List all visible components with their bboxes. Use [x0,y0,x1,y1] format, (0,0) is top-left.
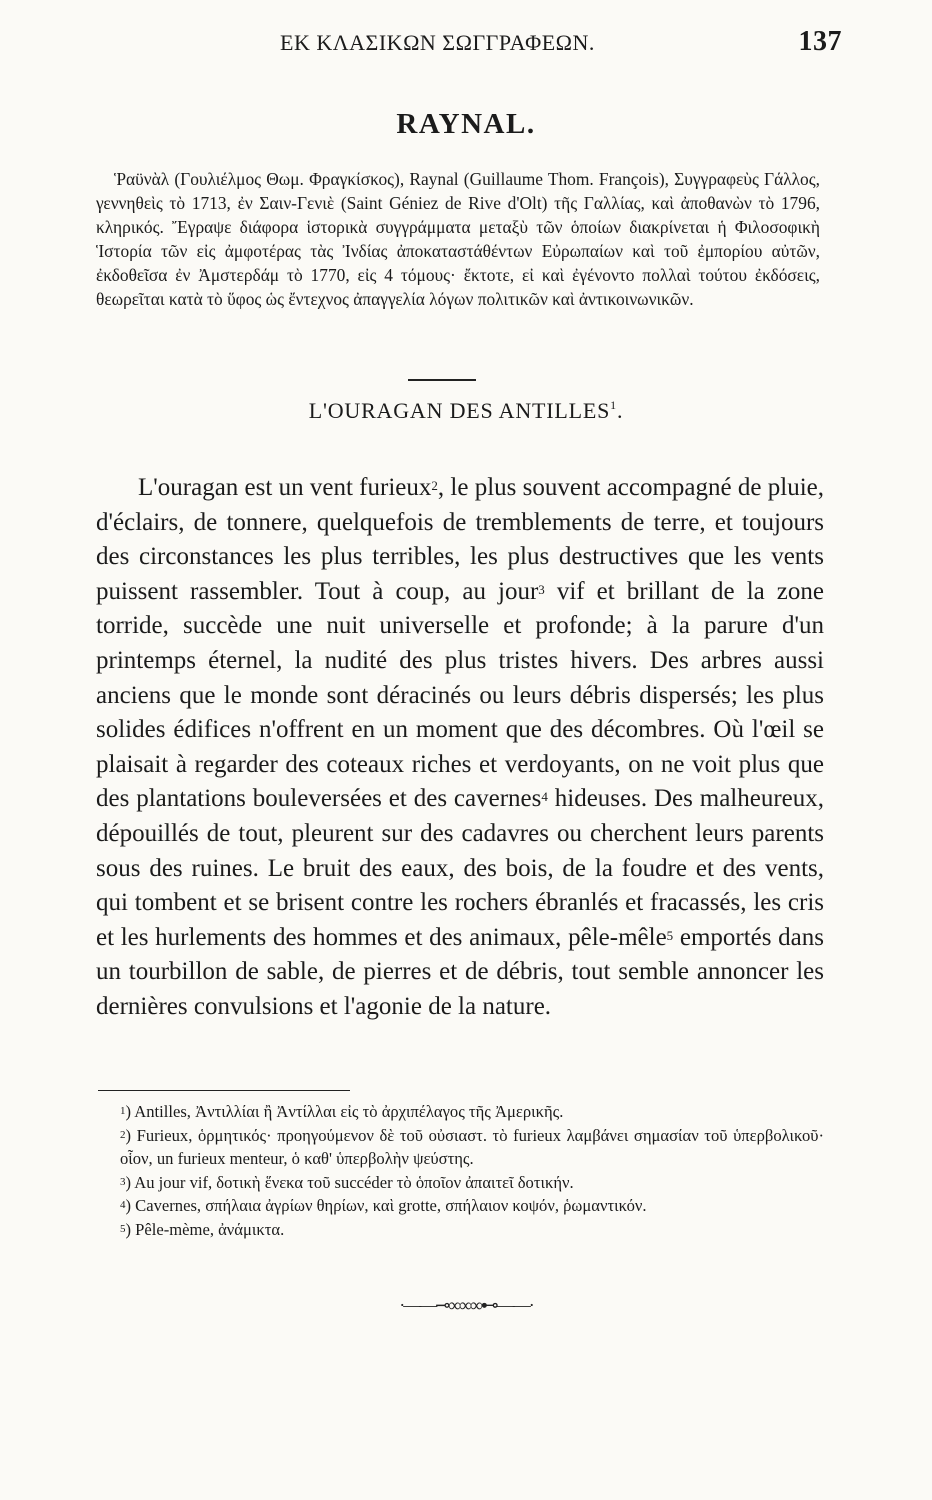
footnote-3 [120,1171,824,1195]
end-ornament: ·——⊸∞∞∞⊷——· [399,1295,533,1315]
footnote-mark: 5 [120,1222,126,1235]
footnote-text: ) Furieux, ὁρμητικός· προηγούμενον δὲ τοῦ οὐσιαστ. τὸ furieux λαμβάνει σημασίαν τοῦ ὑπερβολικοῦ· οἷον, un furieux menteur, ὁ καθ' ὑπερβολὴν ψεύστης. [120,1125,824,1169]
page-number: 137 [798,26,842,57]
footnote-ref-5: 5 [666,927,674,943]
author-biography: Ῥαϋνὰλ (Γουλιέλμος Θωμ. Φραγκίσκος), Raynal (Guillaume Thom. François), Συγγραφεὺς Γάλλος, γεννηθεὶς τὸ 1713, ἐν Σαιν-Γενιὲ (Saint Géniez de Rive d'Olt) τῆς Γαλλίας, καὶ ἀποθανὼν τὸ 1796, κληρικός. Ἔγραψε διάφορα ἱστορικὰ συγγράμματα μεταξὺ τῶν ὁποίων διακρίνεται ἡ Φιλοσοφικὴ Ἱστορία τῶν εἰς ἀμφοτέρας τὰς Ἰνδίας ἀποκαταστάθέντων Εὐρωπαίων καὶ τοῦ ἐμπορίου αὐτῶν, ἐκδοθεῖσα ἐν Ἀμστερδάμ τὸ 1770, εἰς 4 τόμους· ἔκτοτε, εἰ καὶ ἐγένοντο πολλαὶ τούτου ἐκδόσεις, θεωρεῖται κατὰ τὸ ὕφος ὡς ἔντεχνος ἀπαγγελία λόγων πολιτικῶν καὶ ἀντικοινωνικῶν. [96,169,820,310]
author-heading: RAYNAL. [396,108,536,140]
footnote-mark: 3 [120,1175,126,1188]
footnote-5 [120,1218,824,1242]
running-head-title: ΕΚ ΚΛΑΣΙΚΩΝ ΣΩΓΓΡΑΦΕΩΝ. [280,30,595,55]
footnote-1 [120,1100,824,1124]
body-segment: , le plus souvent accompagné de pluie, d'éclairs, de tonnere, quelquefois de tremblements de terre, et toujours des circonstances les plus terribles, les plus destructives que les vents puissent rassembler. Tout à coup, au jour [96,474,824,605]
body-segment: emportés dans un tourbillon de sable, de pierres et de débris, tout semble annoncer les dernières convulsions et l'agonie de la nature. [96,923,825,1020]
footnote-2 [120,1124,824,1171]
piece-title-text: L'OURAGAN DES ANTILLES [308,398,611,423]
footnote-ref-4: 4 [541,789,548,805]
piece-body [96,471,824,1025]
footnote-4 [120,1194,824,1218]
footnote-rule [98,1090,350,1091]
piece-title: L'OURAGAN DES ANTILLES$^1$. [308,398,624,423]
footnote-mark: 4 [120,1199,126,1212]
body-segment: vif et brillant de la zone torride, succède une nuit universelle et profonde; à la parure d'un printemps éternel, la nudité des plus tristes hivers. Des arbres aussi anciens que le monde sont déracinés ou leurs débris dispersés; les plus solides édifices n'offrent en un moment que des décombres. Où l'œil se plaisait à regarder des coteaux riches et verdoyants, on ne voit plus que des plantations bouleversées et des cavernes [96,577,824,813]
footnotes [120,1100,824,1242]
section-divider [408,379,476,381]
footnote-text: ) Cavernes, σπήλαια ἀγρίων θηρίων, καὶ grotte, σπήλαιον κοψόν, ῥωμαντικόν. [125,1196,647,1216]
footnote-mark: 1 [120,1105,126,1117]
footnote-text: ) Antilles, Ἀντιλλίαι ἢ Ἀντίλλαι εἰς τὸ ἀρχιπέλαγος τῆς Ἀμερικῆς. [125,1102,564,1121]
body-segment: hideuses. Des malheureux, dépouillés de tout, pleurent sur des cadavres ou cherchent leurs parents sous des ruines. Le bruit des eaux, des bois, de la foudre et des vents, qui tombent et se brisent contre les rochers ébranlés et fracassés, les cris et les hurlements des hommes et des animaux, pêle-mêle [96,785,825,951]
footnote-ref-3: 3 [538,581,545,597]
footnote-text: ) Au jour vif, δοτικὴ ἕνεκα τοῦ succéder τὸ ὁποῖον ἀπαιτεῖ δοτικήν. [125,1172,574,1192]
footnote-ref-1: 1 [610,398,617,412]
footnote-mark: 2 [120,1128,126,1141]
footnote-text: ) Pêle-mème, ἀνάμικτα. [125,1219,285,1239]
body-segment: L'ouragan est un vent furieux [138,474,432,501]
footnote-ref-2: 2 [431,478,438,493]
